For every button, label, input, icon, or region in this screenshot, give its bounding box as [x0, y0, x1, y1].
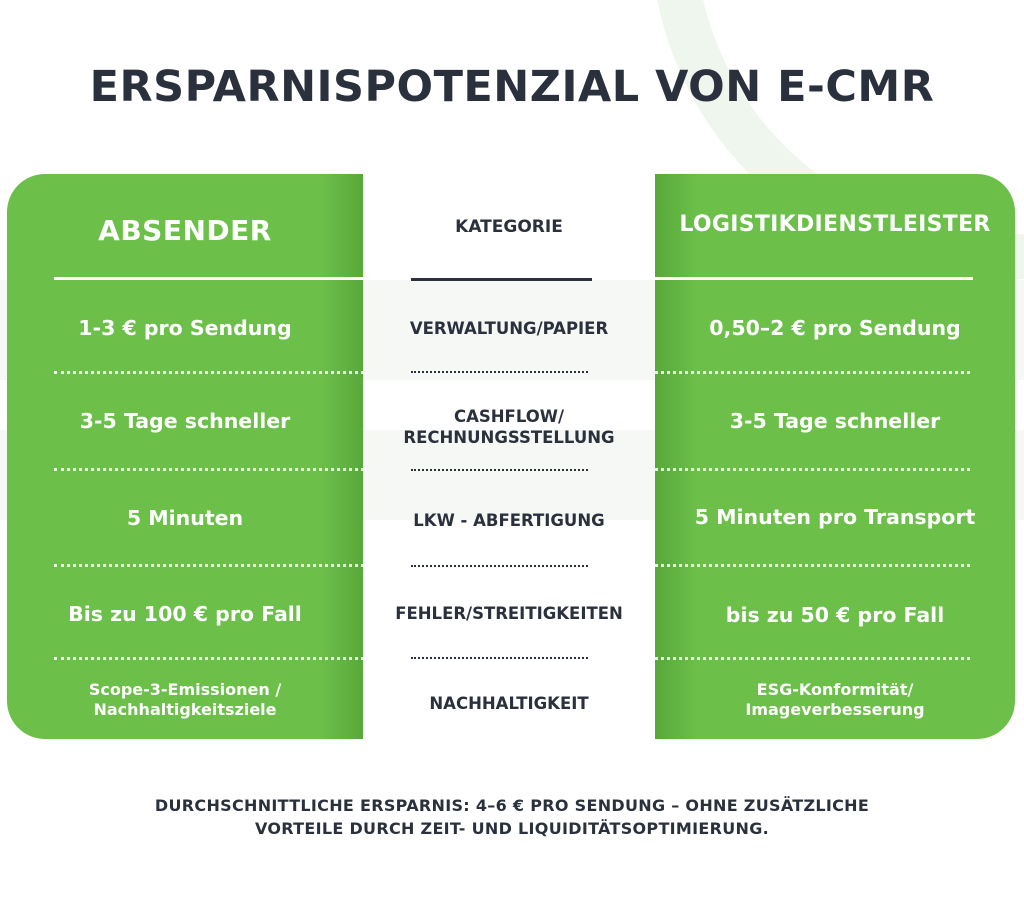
footer-line-2: VORTEILE DURCH ZEIT- UND LIQUIDITÄTSOPTIMIERUNG.: [254, 819, 770, 839]
absender-panel: [7, 174, 363, 739]
kategorie-cell-cashflow: CASHFLOW/ RECHNUNGSSTELLUNG: [403, 406, 615, 447]
footer-line-1: DURCHSCHNITTLICHE ERSPARNIS: 4–6 € PRO SENDUNG – OHNE ZUSÄTZLICHE: [154, 796, 870, 815]
absender-cell-cashflow: 3-5 Tage schneller: [79, 409, 291, 434]
kategorie-cell-nachhaltigkeit: NACHHALTIGKEIT: [429, 694, 589, 714]
heading-divider: [54, 277, 364, 280]
row-divider: [655, 657, 970, 660]
kategorie-cell-lkw: LKW - ABFERTIGUNG: [413, 511, 605, 531]
absender-cell-fehler: Bis zu 100 € pro Fall: [68, 602, 302, 627]
logistik-cell-verwaltung: 0,50–2 € pro Sendung: [709, 316, 961, 341]
absender-heading: ABSENDER: [98, 214, 272, 247]
kategorie-row-divider: [411, 469, 588, 471]
logistik-cell-lkw: 5 Minuten pro Transport: [694, 505, 976, 530]
logistik-panel: [655, 174, 1015, 739]
row-divider: [655, 371, 970, 374]
row-divider: [54, 468, 364, 471]
logistik-cell-nachhaltigkeit: ESG-Konformität/ Imageverbesserung: [745, 680, 925, 719]
row-divider: [54, 564, 364, 567]
footer-note: [0, 794, 1024, 840]
kategorie-row-divider: [411, 371, 588, 373]
kategorie-cell-fehler: FEHLER/STREITIGKEITEN: [395, 604, 623, 624]
logistik-cell-fehler: bis zu 50 € pro Fall: [725, 603, 945, 628]
row-divider: [655, 468, 970, 471]
absender-cell-lkw: 5 Minuten: [126, 506, 244, 531]
page-title: ERSPARNISPOTENZIAL VON E-CMR: [89, 62, 935, 112]
logistik-cell-cashflow: 3-5 Tage schneller: [729, 409, 941, 434]
heading-divider: [655, 277, 973, 280]
kategorie-row-divider: [411, 657, 588, 659]
row-divider: [54, 657, 364, 660]
kategorie-row-divider: [411, 565, 588, 567]
absender-cell-nachhaltigkeit: Scope-3-Emissionen / Nachhaltigkeitsziele: [88, 680, 282, 719]
logistik-heading: LOGISTIKDIENSTLEISTER: [679, 212, 991, 237]
absender-cell-verwaltung: 1-3 € pro Sendung: [78, 316, 292, 341]
row-divider: [54, 371, 364, 374]
kategorie-heading: KATEGORIE: [455, 217, 563, 237]
kategorie-divider: [411, 278, 592, 281]
row-divider: [655, 564, 970, 567]
kategorie-cell-verwaltung: VERWALTUNG/PAPIER: [409, 319, 609, 339]
